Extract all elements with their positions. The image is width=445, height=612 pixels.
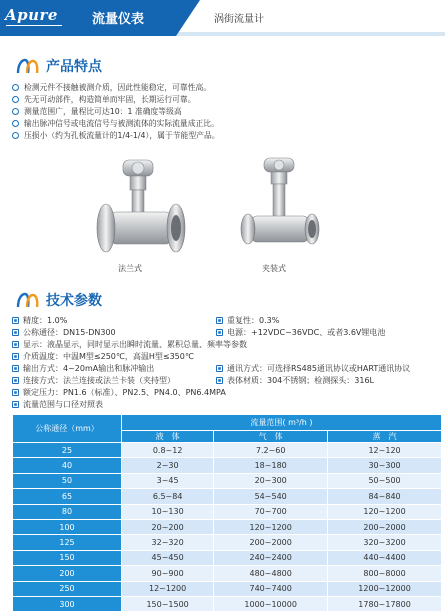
dn-cell: 50 [13,473,122,488]
dn-cell: 65 [13,489,122,504]
steam-cell: 440~4400 [328,550,442,565]
bullet-icon [216,365,223,372]
bullet-icon [12,341,19,348]
dn-cell: 25 [13,443,122,458]
gas-cell: 18~180 [214,458,328,473]
bullet-icon [12,353,19,360]
header-subtitle: 涡街流量计 [214,14,264,25]
spec-item: 连接方式：法兰连接或法兰卡装（夹持型） [12,375,175,386]
bullet-icon [12,329,19,336]
spec-item: 公称通径：DN15-DN300 [12,327,116,338]
bullet-icon [12,132,19,139]
brand-logo: Apure [5,6,58,24]
liquid-cell: 3~45 [122,473,214,488]
header-title: 流量仪表 [92,12,145,27]
list-item: 检测元件不接触被测介质，因此性能稳定，可靠性高。 [12,82,220,94]
spec-item: 表体材质：304不锈钢；检测探头：316L [216,375,374,386]
page-header [0,0,445,36]
section-logo-icon [16,57,40,75]
spec-item: 额定压力：PN1.6（标准）、PN2.5、PN4.0、PN6.4MPA [12,387,226,398]
table-row [13,473,442,488]
dn-header: 公称通径（mm） [13,415,122,443]
list-item: 先无可动部件，构造简单而牢固，长期运行可靠。 [12,94,220,106]
liquid-cell: 2~30 [122,458,214,473]
gas-header: 气 体 [214,431,328,443]
table-row [13,581,442,596]
steam-cell: 84~840 [328,489,442,504]
spec-item: 介质温度：中温M型≤250℃，高温H型≤350℃ [12,351,194,362]
specs-heading [16,290,102,310]
flange-flowmeter-image [96,158,188,260]
gas-cell: 200~2000 [214,535,328,550]
features-title: 产品特点 [46,59,102,75]
spec-item: 流量范围与口径对照表 [12,399,103,410]
gas-cell: 1000~10000 [214,596,328,611]
spec-item: 通讯方式：可选择RS485通讯协议或HART通讯协议 [216,363,410,374]
dn-cell: 80 [13,504,122,519]
dn-cell: 300 [13,596,122,611]
liquid-cell: 6.5~84 [122,489,214,504]
gas-cell: 20~300 [214,473,328,488]
list-item: 输出脉冲信号或电流信号与被测流体的实际流量成正比。 [12,117,220,129]
table-row [13,550,442,565]
table-row [13,519,442,534]
liquid-cell: 45~450 [122,550,214,565]
features-heading [16,56,102,76]
gas-cell: 740~7400 [214,581,328,596]
spec-item: 重复性：0.3% [216,315,279,326]
flange-caption: 法兰式 [118,264,142,273]
liquid-cell: 10~130 [122,504,214,519]
liquid-header: 液 体 [122,431,214,443]
section-logo-icon [16,291,40,309]
liquid-cell: 32~320 [122,535,214,550]
spec-item: 输出方式：4~20mA输出和脉冲输出 [12,363,154,374]
steam-cell: 30~300 [328,458,442,473]
spec-item: 精度：1.0% [12,315,67,326]
steam-cell: 200~2000 [328,519,442,534]
dn-cell: 250 [13,581,122,596]
steam-cell: 800~8000 [328,566,442,581]
features-list [12,82,220,141]
specs-title: 技术参数 [46,293,102,309]
table-row [13,504,442,519]
bullet-icon [216,317,223,324]
list-item: 测量范围广，量程比可达10：1 准确度等级高 [12,106,220,118]
steam-cell: 1780~17800 [328,596,442,611]
table-row [13,596,442,611]
clamp-caption: 夹装式 [262,264,286,273]
steam-cell: 120~1200 [328,504,442,519]
gas-cell: 120~1200 [214,519,328,534]
range-header: 流量范围( m³/h ) [122,415,442,431]
steam-header: 蒸 汽 [328,431,442,443]
liquid-cell: 12~1200 [122,581,214,596]
flow-range-table [12,414,442,612]
gas-cell: 70~700 [214,504,328,519]
bullet-icon [12,84,19,91]
table-row [13,535,442,550]
liquid-cell: 90~900 [122,566,214,581]
liquid-cell: 150~1500 [122,596,214,611]
bullet-icon [12,377,19,384]
bullet-icon [12,401,19,408]
table-row [13,566,442,581]
dn-cell: 150 [13,550,122,565]
spec-item: 电源：+12VDC~36VDC、或者3.6V锂电池 [216,327,385,338]
clamp-flowmeter-image [236,156,326,256]
gas-cell: 54~540 [214,489,328,504]
gas-cell: 7.2~60 [214,443,328,458]
table-body [13,443,442,612]
liquid-cell: 0.8~12 [122,443,214,458]
bullet-icon [12,108,19,115]
steam-cell: 320~3200 [328,535,442,550]
gas-cell: 480~4800 [214,566,328,581]
bullet-icon [216,377,223,384]
bullet-icon [216,329,223,336]
dn-cell: 40 [13,458,122,473]
liquid-cell: 20~200 [122,519,214,534]
list-item: 压损小（约为孔板流量计的1/4-1/4），属于节能型产品。 [12,129,220,141]
dn-cell: 200 [13,566,122,581]
bullet-icon [12,96,19,103]
bullet-icon [12,120,19,127]
logo-underline [6,25,62,26]
dn-cell: 125 [13,535,122,550]
spec-item: 显示：液晶显示，同时显示出瞬时流量、累积总量、频率等参数 [12,339,247,350]
table-row [13,443,442,458]
table-row [13,489,442,504]
steam-cell: 1200~12000 [328,581,442,596]
bullet-icon [12,317,19,324]
gas-cell: 240~2400 [214,550,328,565]
steam-cell: 50~500 [328,473,442,488]
table-row [13,458,442,473]
dn-cell: 100 [13,519,122,534]
bullet-icon [12,389,19,396]
bullet-icon [12,365,19,372]
steam-cell: 12~120 [328,443,442,458]
